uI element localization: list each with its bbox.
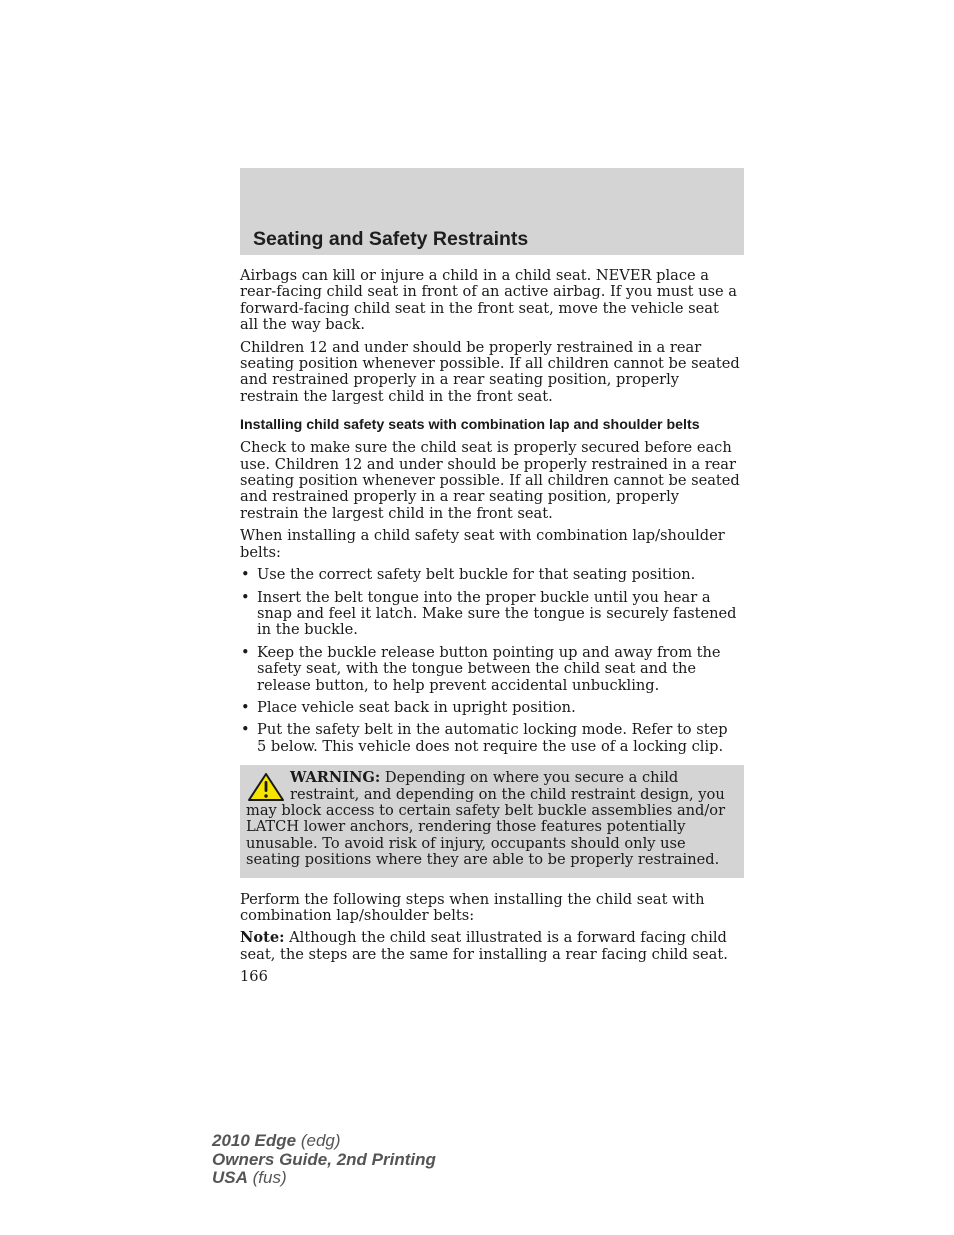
warning-box: [240, 765, 744, 877]
list-item: [240, 700, 740, 716]
bullet-icon: •: [241, 566, 250, 584]
footer-market-line: [212, 1169, 436, 1188]
intro-paragraph-children: Children 12 and under should be properly restrained in a rear seating position whenever possible. If all children cannot be seated and restrained properly in a rear seating position, properly restrain the largest child in the front seat.: [240, 338, 740, 405]
document-footer: [212, 1132, 436, 1188]
footer-guide: Owners Guide, 2nd Printing: [212, 1149, 436, 1169]
paragraph-when-installing: When installing a child safety seat with combination lap/shoulder belts:: [240, 527, 725, 561]
paragraph-perform-steps: Perform the following steps when installing the child seat with combination lap/shoulder belts:: [240, 890, 705, 924]
warning-label: WARNING:: [290, 769, 381, 787]
list-item-text: Place vehicle seat back in upright position.: [257, 698, 576, 716]
bullet-icon: •: [241, 698, 250, 716]
section-title: Seating and Safety Restraints: [253, 228, 529, 250]
list-item: [240, 645, 740, 694]
installation-bullet-list: [240, 567, 740, 755]
note-label: Note:: [240, 929, 285, 947]
note-paragraph: [240, 930, 740, 963]
bullet-icon: •: [241, 721, 250, 739]
page-number: 166: [240, 968, 268, 986]
page-content: [240, 268, 740, 986]
warning-text: Depending on where you secure a child restraint, and depending on the child restraint design, you may block access to certain safety belt buckle assemblies and/or LATCH lower anchors, rendering those features potentially unusable. To avoid risk of injury, occupants should only use seating positions where they are able to be properly restrained.: [246, 769, 726, 869]
intro-paragraph-airbags: Airbags can kill or injure a child in a child seat. NEVER place a rear-facing child seat in front of an active airbag. If you must use a forward-facing child seat in the front seat, move the vehicle seat all the way back.: [240, 267, 737, 334]
list-item: [240, 590, 740, 639]
list-item: [240, 722, 740, 755]
list-item-text: Use the correct safety belt buckle for that seating position.: [257, 566, 696, 584]
footer-model-line: [212, 1132, 436, 1151]
footer-market-code: (fus): [247, 1168, 287, 1187]
footer-model-code: (edg): [296, 1131, 341, 1150]
list-item-text: Insert the belt tongue into the proper buckle until you hear a snap and feel it latch. Make sure the tongue is securely fastened in the buckle.: [257, 588, 737, 639]
footer-model: 2010 Edge: [212, 1131, 297, 1150]
warning-triangle-icon: [246, 772, 286, 802]
bullet-icon: •: [241, 643, 250, 661]
list-item: [240, 567, 740, 583]
paragraph-check-secured: Check to make sure the child seat is properly secured before each use. Children 12 and under should be properly restrained in a rear seating position whenever possible. If all children cannot be seated and restrained properly in a rear seating position, properly restrain the largest child in the front seat.: [240, 439, 740, 522]
note-text: Although the child seat illustrated is a forward facing child seat, the steps are the same for installing a rear facing child seat.: [240, 929, 728, 963]
list-item-text: Keep the buckle release button pointing up and away from the safety seat, with the tongue between the child seat and the release button, to help prevent accidental unbuckling.: [257, 643, 721, 694]
section-header-band: [240, 168, 744, 255]
list-item-text: Put the safety belt in the automatic locking mode. Refer to step 5 below. This vehicle does not require the use of a locking clip.: [257, 721, 728, 755]
bullet-icon: •: [241, 588, 250, 606]
footer-guide-line: [212, 1151, 436, 1170]
subheading-combination-belts: Installing child safety seats with combination lap and shoulder belts: [240, 417, 700, 434]
footer-market: USA: [212, 1168, 248, 1187]
